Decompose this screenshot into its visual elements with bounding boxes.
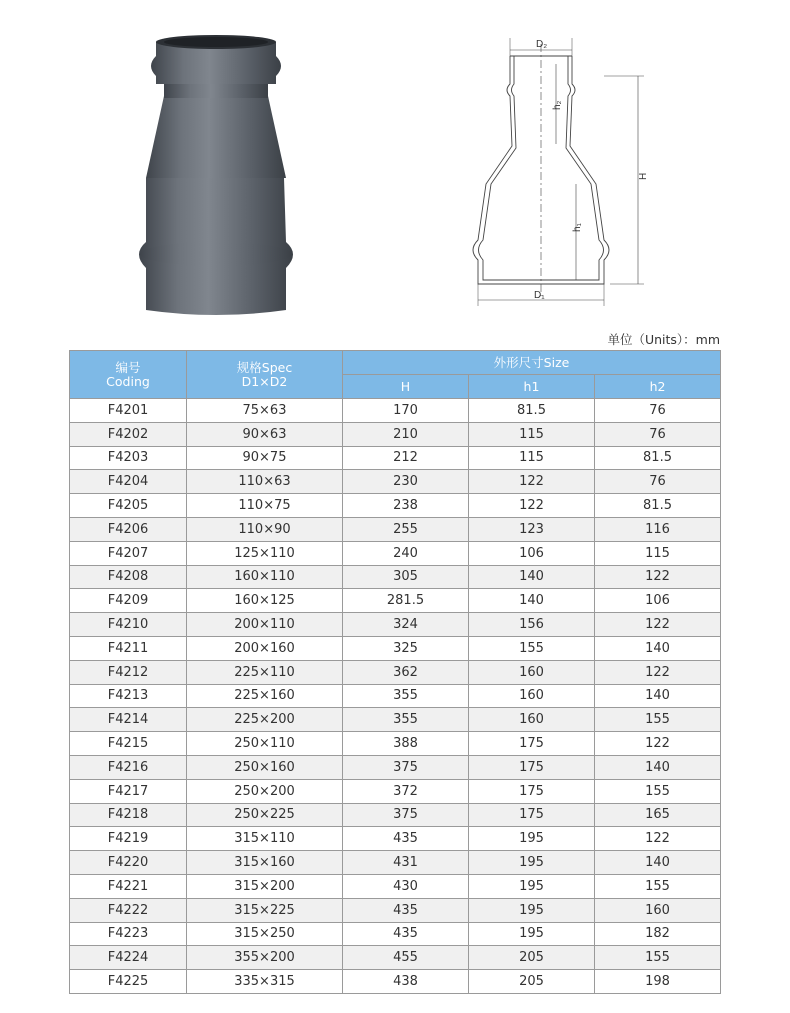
spec-cell: 160×110 (187, 565, 343, 589)
h1-cell: 175 (469, 732, 595, 756)
code-cell: F4208 (70, 565, 187, 589)
h2-cell: 76 (595, 399, 721, 423)
h2-cell: 140 (595, 636, 721, 660)
h2-cell: 76 (595, 422, 721, 446)
h-cell: 375 (343, 803, 469, 827)
table-row (70, 660, 721, 684)
table-row (70, 732, 721, 756)
h1-cell: 123 (469, 517, 595, 541)
h1-cell: 122 (469, 470, 595, 494)
spec-cell: 110×90 (187, 517, 343, 541)
spec-cell: 250×110 (187, 732, 343, 756)
h1-cell: 115 (469, 422, 595, 446)
table-row (70, 755, 721, 779)
h1-cell: 195 (469, 922, 595, 946)
spec-cell: 355×200 (187, 946, 343, 970)
d1-label: D₁ (534, 290, 545, 301)
h2-cell: 116 (595, 517, 721, 541)
h2-cell: 106 (595, 589, 721, 613)
code-cell: F4203 (70, 446, 187, 470)
spec-cell: 315×225 (187, 898, 343, 922)
code-cell: F4207 (70, 541, 187, 565)
h2-cell: 81.5 (595, 494, 721, 518)
h2-cell: 122 (595, 660, 721, 684)
code-cell: F4205 (70, 494, 187, 518)
h-cell: 430 (343, 874, 469, 898)
code-cell: F4216 (70, 755, 187, 779)
h2-cell: 155 (595, 874, 721, 898)
code-cell: F4202 (70, 422, 187, 446)
h-cell: 438 (343, 970, 469, 994)
spec-cell: 315×250 (187, 922, 343, 946)
h1-cell: 115 (469, 446, 595, 470)
h1-cell: 175 (469, 803, 595, 827)
dimension-drawing (452, 34, 652, 310)
h-cell: 210 (343, 422, 469, 446)
spec-cell: 225×110 (187, 660, 343, 684)
h-cell: 230 (343, 470, 469, 494)
h2-cell: 140 (595, 755, 721, 779)
h1-cell: 160 (469, 660, 595, 684)
h2-cell: 122 (595, 613, 721, 637)
h1-cell: 140 (469, 589, 595, 613)
spec-cell: 250×200 (187, 779, 343, 803)
spec-cell: 90×75 (187, 446, 343, 470)
spec-cell: 110×63 (187, 470, 343, 494)
h1-cell: 195 (469, 874, 595, 898)
spec-cell: 225×160 (187, 684, 343, 708)
units-note: 单位（Units）：mm (607, 332, 720, 347)
spec-cell: 225×200 (187, 708, 343, 732)
h1-cell: 195 (469, 827, 595, 851)
h-cell: 372 (343, 779, 469, 803)
table-row (70, 636, 721, 660)
code-cell: F4206 (70, 517, 187, 541)
h1-cell: 81.5 (469, 399, 595, 423)
h2-cell: 182 (595, 922, 721, 946)
table-row (70, 779, 721, 803)
h1-cell: 155 (469, 636, 595, 660)
code-cell: F4201 (70, 399, 187, 423)
h-cell: 324 (343, 613, 469, 637)
code-cell: F4220 (70, 851, 187, 875)
code-cell: F4213 (70, 684, 187, 708)
table-row (70, 494, 721, 518)
h1-cell: 175 (469, 755, 595, 779)
code-cell: F4209 (70, 589, 187, 613)
code-cell: F4211 (70, 636, 187, 660)
h-cell: 255 (343, 517, 469, 541)
h1-cell: 205 (469, 946, 595, 970)
h1-cell: 122 (469, 494, 595, 518)
h-cell: 362 (343, 660, 469, 684)
h-cell: 435 (343, 898, 469, 922)
h1-cell: 160 (469, 708, 595, 732)
table-row (70, 922, 721, 946)
h-cell: 240 (343, 541, 469, 565)
code-cell: F4210 (70, 613, 187, 637)
spec-cell: 335×315 (187, 970, 343, 994)
h1-cell: 156 (469, 613, 595, 637)
h1-cell: 195 (469, 851, 595, 875)
h-cell: 305 (343, 565, 469, 589)
spec-cell: 110×75 (187, 494, 343, 518)
spec-cell: 200×160 (187, 636, 343, 660)
spec-cell: 200×110 (187, 613, 343, 637)
table-row (70, 946, 721, 970)
table-row (70, 589, 721, 613)
code-cell: F4225 (70, 970, 187, 994)
h2-column-header: h2 (595, 375, 721, 399)
code-cell: F4222 (70, 898, 187, 922)
h2-cell: 140 (595, 684, 721, 708)
spec-header: 规格Spec D1×D2 (187, 351, 343, 399)
h2-cell: 198 (595, 970, 721, 994)
code-cell: F4218 (70, 803, 187, 827)
table-row (70, 970, 721, 994)
spec-cell: 125×110 (187, 541, 343, 565)
h1-cell: 195 (469, 898, 595, 922)
spec-cell: 315×160 (187, 851, 343, 875)
h-cell: 355 (343, 684, 469, 708)
table-row (70, 684, 721, 708)
table-row (70, 874, 721, 898)
h2-cell: 155 (595, 779, 721, 803)
h2-cell: 155 (595, 946, 721, 970)
h-label: H (638, 172, 649, 180)
table-row (70, 422, 721, 446)
h2-cell: 76 (595, 470, 721, 494)
code-cell: F4215 (70, 732, 187, 756)
product-photo (126, 28, 306, 318)
spec-cell: 315×110 (187, 827, 343, 851)
h-cell: 238 (343, 494, 469, 518)
h-cell: 455 (343, 946, 469, 970)
table-row (70, 708, 721, 732)
h2-cell: 122 (595, 827, 721, 851)
spec-cell: 75×63 (187, 399, 343, 423)
h-cell: 375 (343, 755, 469, 779)
h-cell: 435 (343, 827, 469, 851)
h-column-header: H (343, 375, 469, 399)
table-row (70, 803, 721, 827)
h1-cell: 205 (469, 970, 595, 994)
h-cell: 212 (343, 446, 469, 470)
d2-label: D₂ (536, 39, 548, 50)
code-cell: F4214 (70, 708, 187, 732)
h2-cell: 165 (595, 803, 721, 827)
h-cell: 388 (343, 732, 469, 756)
h-cell: 435 (343, 922, 469, 946)
code-cell: F4219 (70, 827, 187, 851)
h2-cell: 140 (595, 851, 721, 875)
h1-cell: 160 (469, 684, 595, 708)
h-cell: 170 (343, 399, 469, 423)
h-cell: 281.5 (343, 589, 469, 613)
h1-label: h₁ (572, 223, 583, 232)
code-cell: F4221 (70, 874, 187, 898)
spec-cell: 90×63 (187, 422, 343, 446)
table-row (70, 827, 721, 851)
table-row (70, 517, 721, 541)
code-cell: F4223 (70, 922, 187, 946)
code-cell: F4204 (70, 470, 187, 494)
table-row (70, 851, 721, 875)
table-row (70, 541, 721, 565)
h1-cell: 175 (469, 779, 595, 803)
table-row (70, 446, 721, 470)
spec-cell: 250×160 (187, 755, 343, 779)
code-cell: F4224 (70, 946, 187, 970)
size-group-header: 外形尺寸Size (343, 351, 721, 375)
h2-cell: 160 (595, 898, 721, 922)
code-cell: F4212 (70, 660, 187, 684)
h1-cell: 106 (469, 541, 595, 565)
table-row (70, 470, 721, 494)
table-row (70, 613, 721, 637)
h2-cell: 115 (595, 541, 721, 565)
h2-cell: 155 (595, 708, 721, 732)
table-row (70, 898, 721, 922)
h1-cell: 140 (469, 565, 595, 589)
spec-cell: 250×225 (187, 803, 343, 827)
h2-cell: 122 (595, 732, 721, 756)
h1-column-header: h1 (469, 375, 595, 399)
table-row (70, 565, 721, 589)
spec-cell: 160×125 (187, 589, 343, 613)
spec-table (69, 350, 721, 994)
coding-header: 编号 Coding (70, 351, 187, 399)
h-cell: 355 (343, 708, 469, 732)
code-cell: F4217 (70, 779, 187, 803)
h-cell: 431 (343, 851, 469, 875)
h2-cell: 81.5 (595, 446, 721, 470)
h2-cell: 122 (595, 565, 721, 589)
h2-label: h₂ (552, 100, 563, 110)
h-cell: 325 (343, 636, 469, 660)
table-row (70, 399, 721, 423)
spec-cell: 315×200 (187, 874, 343, 898)
